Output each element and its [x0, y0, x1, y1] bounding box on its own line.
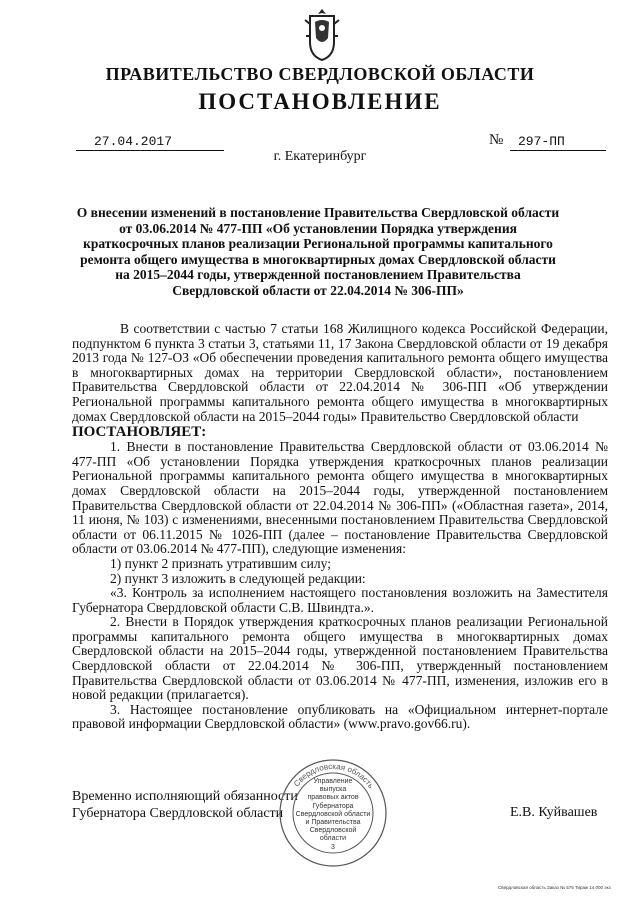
item-3: 3. Настоящее постановление опубликовать на «Официальном интернет-портале правовой информации Свердловской области» (www.pravo.gov66.ru).: [72, 701, 608, 732]
stamp-line: Свердловской области: [295, 810, 371, 818]
document-number: 297-ПП: [518, 134, 565, 149]
document-title: О внесении изменений в постановление Правительства Свердловской области от 03.06.2014 № 477-ПП «Об установлении Порядка утверждения краткосрочных планов реализации Региональной программы капитального ремонта общего имущества в многоквартирных домах Свердловской области на 2015–2044 годы, утвержденной постановлением Правительства Свердловской области от 22.04.2014 № 306-ПП»: [76, 205, 560, 298]
signatory-title: [72, 788, 298, 822]
stamp-line: правовых актов: [307, 794, 359, 802]
print-footer: Свердловская область Заказ № 575 Тираж 14 000 экз: [498, 885, 611, 890]
sub-item-1: 1) пункт 2 признать утратившим силу;: [110, 555, 331, 571]
signatory-line-1: Временно исполняющий обязанности: [72, 789, 298, 804]
quoted-item: «3. Контроль за исполнением настоящего постановления возложить на Заместителя Губернатора Свердловской области С.В. Швиндта.».: [72, 585, 608, 615]
stamp-line: области: [319, 835, 347, 843]
item-2: 2. Внести в Порядок утверждения краткосрочных планов реализации Региональной программы капитального ремонта общего имущества в многоквартирных домах Свердловской области на 2015–2044 годы, утвержденной постановлением Правительства Свердловской области от 22.04.2014 № 306-ПП, утвержденный постановлением Правительства Свердловской области от 03.06.2014 № 477-ПП, изменения, изложив его в новой редакции (прилагается).: [72, 614, 608, 703]
stamp-ring-text: Свердловская область: [291, 761, 376, 791]
signatory-name: Е.В. Куйвашев: [510, 805, 598, 820]
stamp-line: и Правительства: [305, 819, 361, 827]
government-name: ПРАВИТЕЛЬСТВО СВЕРДЛОВСКОЙ ОБЛАСТИ: [105, 64, 535, 84]
document-body: [72, 322, 608, 732]
stamp-line: Свердловской: [309, 827, 357, 835]
sub-item-2: 2) пункт 3 изложить в следующей редакции:: [110, 570, 366, 586]
stamp-inner-text: [290, 778, 376, 852]
signatory-line-2: Губернатора Свердловской области: [72, 806, 284, 821]
coat-of-arms-icon: [302, 6, 342, 62]
preamble: В соответствии с частью 7 статьи 168 Жилищного кодекса Российской Федерации, подпунктом 6 пункта 3 статьи 3, статьями 11, 17 Закона Свердловской области от 19 декабря 2013 года № 127-ОЗ «Об обеспечении проведения капитального ремонта общего имущества в многоквартирных домах на территории Свердловской области», постановлением Правительства Свердловской области от 22.04.2014 № 306-ПП «Об утверждении Региональной программы капитального ремонта общего имущества в многоквартирных домах Свердловской области на 2015–2044 годы» Правительство Свердловской области: [72, 321, 608, 424]
resolves-heading: ПОСТАНОВЛЯЕТ:: [72, 424, 207, 441]
stamp-line: 3: [331, 843, 335, 851]
number-sign: №: [489, 132, 504, 148]
stamp-line: Управление: [313, 778, 353, 785]
document-date: 27.04.2017: [94, 134, 173, 149]
item-1: 1. Внести в постановление Правительства Свердловской области от 03.06.2014 № 477-ПП «Об установлении Порядка утверждения краткосрочных планов реализации Региональной программы капитального ремонта общего имущества в многоквартирных домах Свердловской области на 2015–2044 годы, утвержденной постановлением Правительства Свердловской области от 22.04.2014 № 306-ПП» («Областная газета», 2014, 11 июня, № 103) с изменениями, внесенными постановлением Правительства Свердловской области от 06.11.2015 № 1026-ПП (далее – постановление Правительства Свердловской области от 03.06.2014 № 477-ПП), следующие изменения:: [72, 439, 608, 557]
stamp-line: Губернатора: [312, 802, 354, 810]
document-type: ПОСТАНОВЛЕНИЕ: [198, 89, 442, 114]
stamp-line: выпуска: [319, 786, 347, 794]
city: г. Екатеринбург: [273, 149, 367, 164]
